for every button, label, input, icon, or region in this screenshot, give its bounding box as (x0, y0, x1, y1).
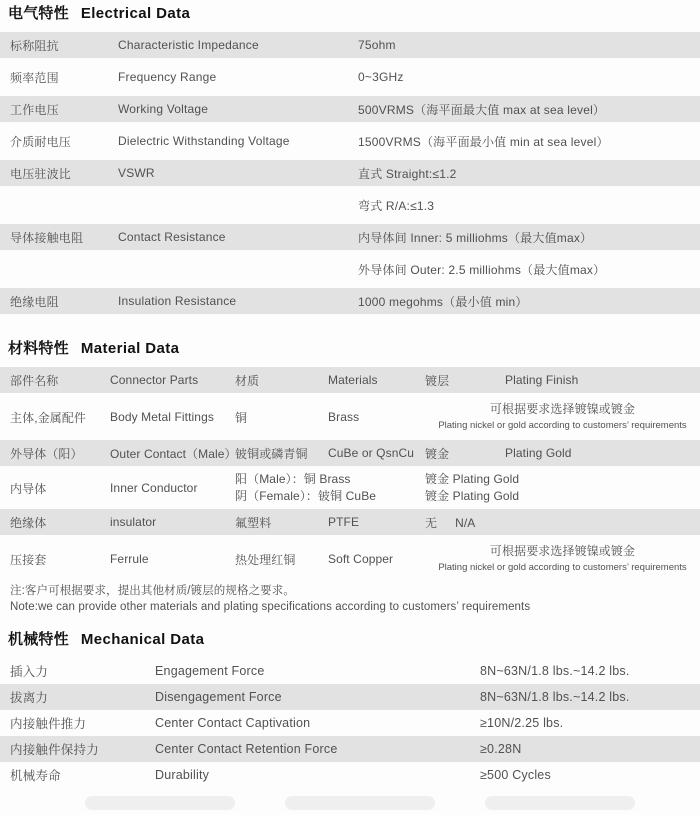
material-en: PTFE (328, 515, 360, 529)
material-en: Soft Copper (328, 552, 394, 566)
row-value: ≥10N/2.25 lbs. (480, 716, 564, 731)
row-label-cn: 绝缘电阻 (10, 294, 59, 309)
table-row (0, 684, 700, 710)
material-en: Brass (328, 410, 360, 424)
part-cn: 外导体（阳） (10, 446, 83, 461)
row-label-en: Characteristic Impedance (118, 38, 259, 52)
table-row (0, 509, 700, 535)
row-label-en: VSWR (118, 166, 155, 180)
row-value: 外导体间 Outer: 2.5 milliohms（最大值max） (358, 262, 606, 277)
material-cell (235, 471, 425, 506)
material-notes (10, 584, 700, 615)
table-row (0, 128, 700, 154)
row-label-cn: 内接触件保持力 (10, 743, 99, 758)
mechanical-section-title (8, 631, 700, 649)
row-value: 8N~63N/1.8 lbs.~14.2 lbs. (480, 664, 630, 679)
header-plating-en: Plating Finish (505, 373, 579, 387)
header-part-en: Connector Parts (110, 373, 199, 387)
plating-cn: 镀金 (425, 446, 450, 461)
row-value: 内导体间 Inner: 5 milliohms（最大值max） (358, 230, 593, 245)
material-section (0, 340, 700, 615)
plating-cell (425, 543, 700, 574)
material-male: 阳（Male）：铜 Brass (235, 471, 351, 486)
note-cn: 注:客户可根据要求，提出其他材质/镀层的规格之要求。 (10, 585, 295, 597)
table-header-row (0, 367, 700, 393)
row-value: ≥500 Cycles (480, 768, 551, 783)
section-title-en: Mechanical Data (80, 631, 205, 649)
row-label-cn: 工作电压 (10, 102, 59, 117)
row-label-cn: 频率范围 (10, 70, 59, 85)
electrical-section (0, 5, 700, 314)
part-cn: 内导体 (10, 481, 47, 496)
row-label-en: Center Contact Retention Force (155, 742, 338, 757)
row-value: 8N~63N/1.8 lbs.~14.2 lbs. (480, 690, 630, 705)
row-value: 直式 Straight:≤1.2 (358, 166, 457, 181)
part-cn: 绝缘体 (10, 515, 47, 530)
electrical-table (0, 32, 700, 314)
note-en: Note:we can provide other materials and plating specifications according to customers’ requirements (10, 600, 531, 613)
mechanical-table (0, 658, 700, 788)
partial-cell-shape (85, 796, 235, 810)
table-row (0, 470, 700, 506)
material-table (0, 367, 700, 578)
header-material-en: Materials (328, 373, 378, 387)
plating-cn: 无 (425, 515, 438, 530)
part-en: Body Metal Fittings (110, 410, 214, 424)
table-row (0, 64, 700, 90)
partial-cell-shape (285, 796, 435, 810)
electrical-section-title (8, 5, 700, 23)
row-label-en: Center Contact Captivation (155, 716, 311, 731)
part-cn: 压接套 (10, 552, 47, 567)
material-cn: 铜 (235, 410, 248, 425)
table-row (0, 32, 700, 58)
material-en: CuBe or QsnCu (328, 446, 415, 460)
plating-cell (425, 471, 700, 506)
row-label-en: Disengagement Force (155, 690, 282, 705)
row-label-cn: 内接触件推力 (10, 717, 87, 732)
table-row (0, 440, 700, 466)
table-row (0, 710, 700, 736)
row-label-cn: 标称阻抗 (10, 38, 59, 53)
material-cn: 铍铜或磷青铜 (235, 446, 308, 461)
plating-en: Plating Gold (505, 446, 572, 460)
plating-en: N/A (455, 515, 476, 530)
row-label-en: Engagement Force (155, 664, 265, 679)
table-row (0, 398, 700, 436)
table-row (0, 658, 700, 684)
material-section-title (8, 340, 700, 358)
row-value: 75ohm (358, 38, 396, 52)
part-en: Inner Conductor (110, 481, 198, 495)
table-row (0, 224, 700, 250)
plating-cell (425, 401, 700, 432)
table-row (0, 96, 700, 122)
row-value: 0~3GHz (358, 70, 404, 84)
table-row (0, 736, 700, 762)
table-row (0, 160, 700, 186)
row-label-en: Durability (155, 768, 210, 783)
plating-female: 镀金 Plating Gold (425, 489, 520, 503)
row-label-en: Dielectric Withstanding Voltage (118, 134, 290, 148)
section-title-cn: 电气特性 (8, 5, 69, 22)
material-cn: 氟塑料 (235, 515, 272, 530)
row-value: ≥0.28N (480, 742, 522, 757)
mechanical-section (0, 631, 700, 788)
row-value: 1000 megohms（最小值 min） (358, 294, 528, 309)
row-label-cn: 电压驻波比 (10, 166, 72, 181)
row-value: 弯式 R/A:≤1.3 (358, 198, 435, 213)
table-row (0, 192, 700, 218)
row-label-cn: 介质耐电压 (10, 134, 72, 149)
row-label-en: Contact Resistance (118, 230, 226, 244)
row-label-cn: 导体接触电阻 (10, 230, 84, 245)
plating-cell (425, 514, 700, 531)
header-plating-cn: 镀层 (425, 373, 450, 388)
table-row (0, 762, 700, 788)
section-title-en: Electrical Data (80, 5, 191, 22)
part-en: Outer Contact（Male） (110, 446, 237, 461)
part-en: Ferrule (110, 552, 149, 566)
table-row (0, 540, 700, 578)
plating-option-en: Plating nickel or gold according to customers’ requirements (438, 561, 687, 573)
row-label-en: Working Voltage (118, 102, 209, 116)
section-title-cn: 机械特性 (8, 631, 69, 649)
row-label-en: Insulation Resistance (118, 294, 237, 308)
row-label-cn: 机械寿命 (10, 769, 61, 784)
partial-next-row-hint (0, 796, 700, 810)
header-material-cn: 材质 (235, 373, 260, 388)
row-value: 1500VRMS（海平面最小值 min at sea level） (358, 134, 609, 149)
plating-option-en: Plating nickel or gold according to customers’ requirements (438, 419, 687, 431)
section-title-cn: 材料特性 (8, 340, 69, 357)
row-value: 500VRMS（海平面最大值 max at sea level） (358, 102, 606, 117)
plating-option-cn: 可根据要求选择镀镍或镀金 (489, 402, 636, 417)
part-cn: 主体,金属配件 (10, 410, 87, 425)
plating-option-cn: 可根据要求选择镀镍或镀金 (489, 544, 636, 559)
row-label-cn: 插入力 (10, 665, 49, 680)
table-row (0, 288, 700, 314)
header-part-cn: 部件名称 (10, 373, 59, 388)
material-cn: 热处理红铜 (235, 552, 296, 567)
row-label-cn: 拔离力 (10, 691, 49, 706)
plating-male: 镀金 Plating Gold (425, 471, 520, 486)
part-en: insulator (110, 515, 157, 529)
partial-cell-shape (485, 796, 635, 810)
row-label-en: Frequency Range (118, 70, 217, 84)
material-female: 阴（Female）：铍铜 CuBe (235, 489, 377, 503)
table-row (0, 256, 700, 282)
section-title-en: Material Data (80, 340, 180, 357)
